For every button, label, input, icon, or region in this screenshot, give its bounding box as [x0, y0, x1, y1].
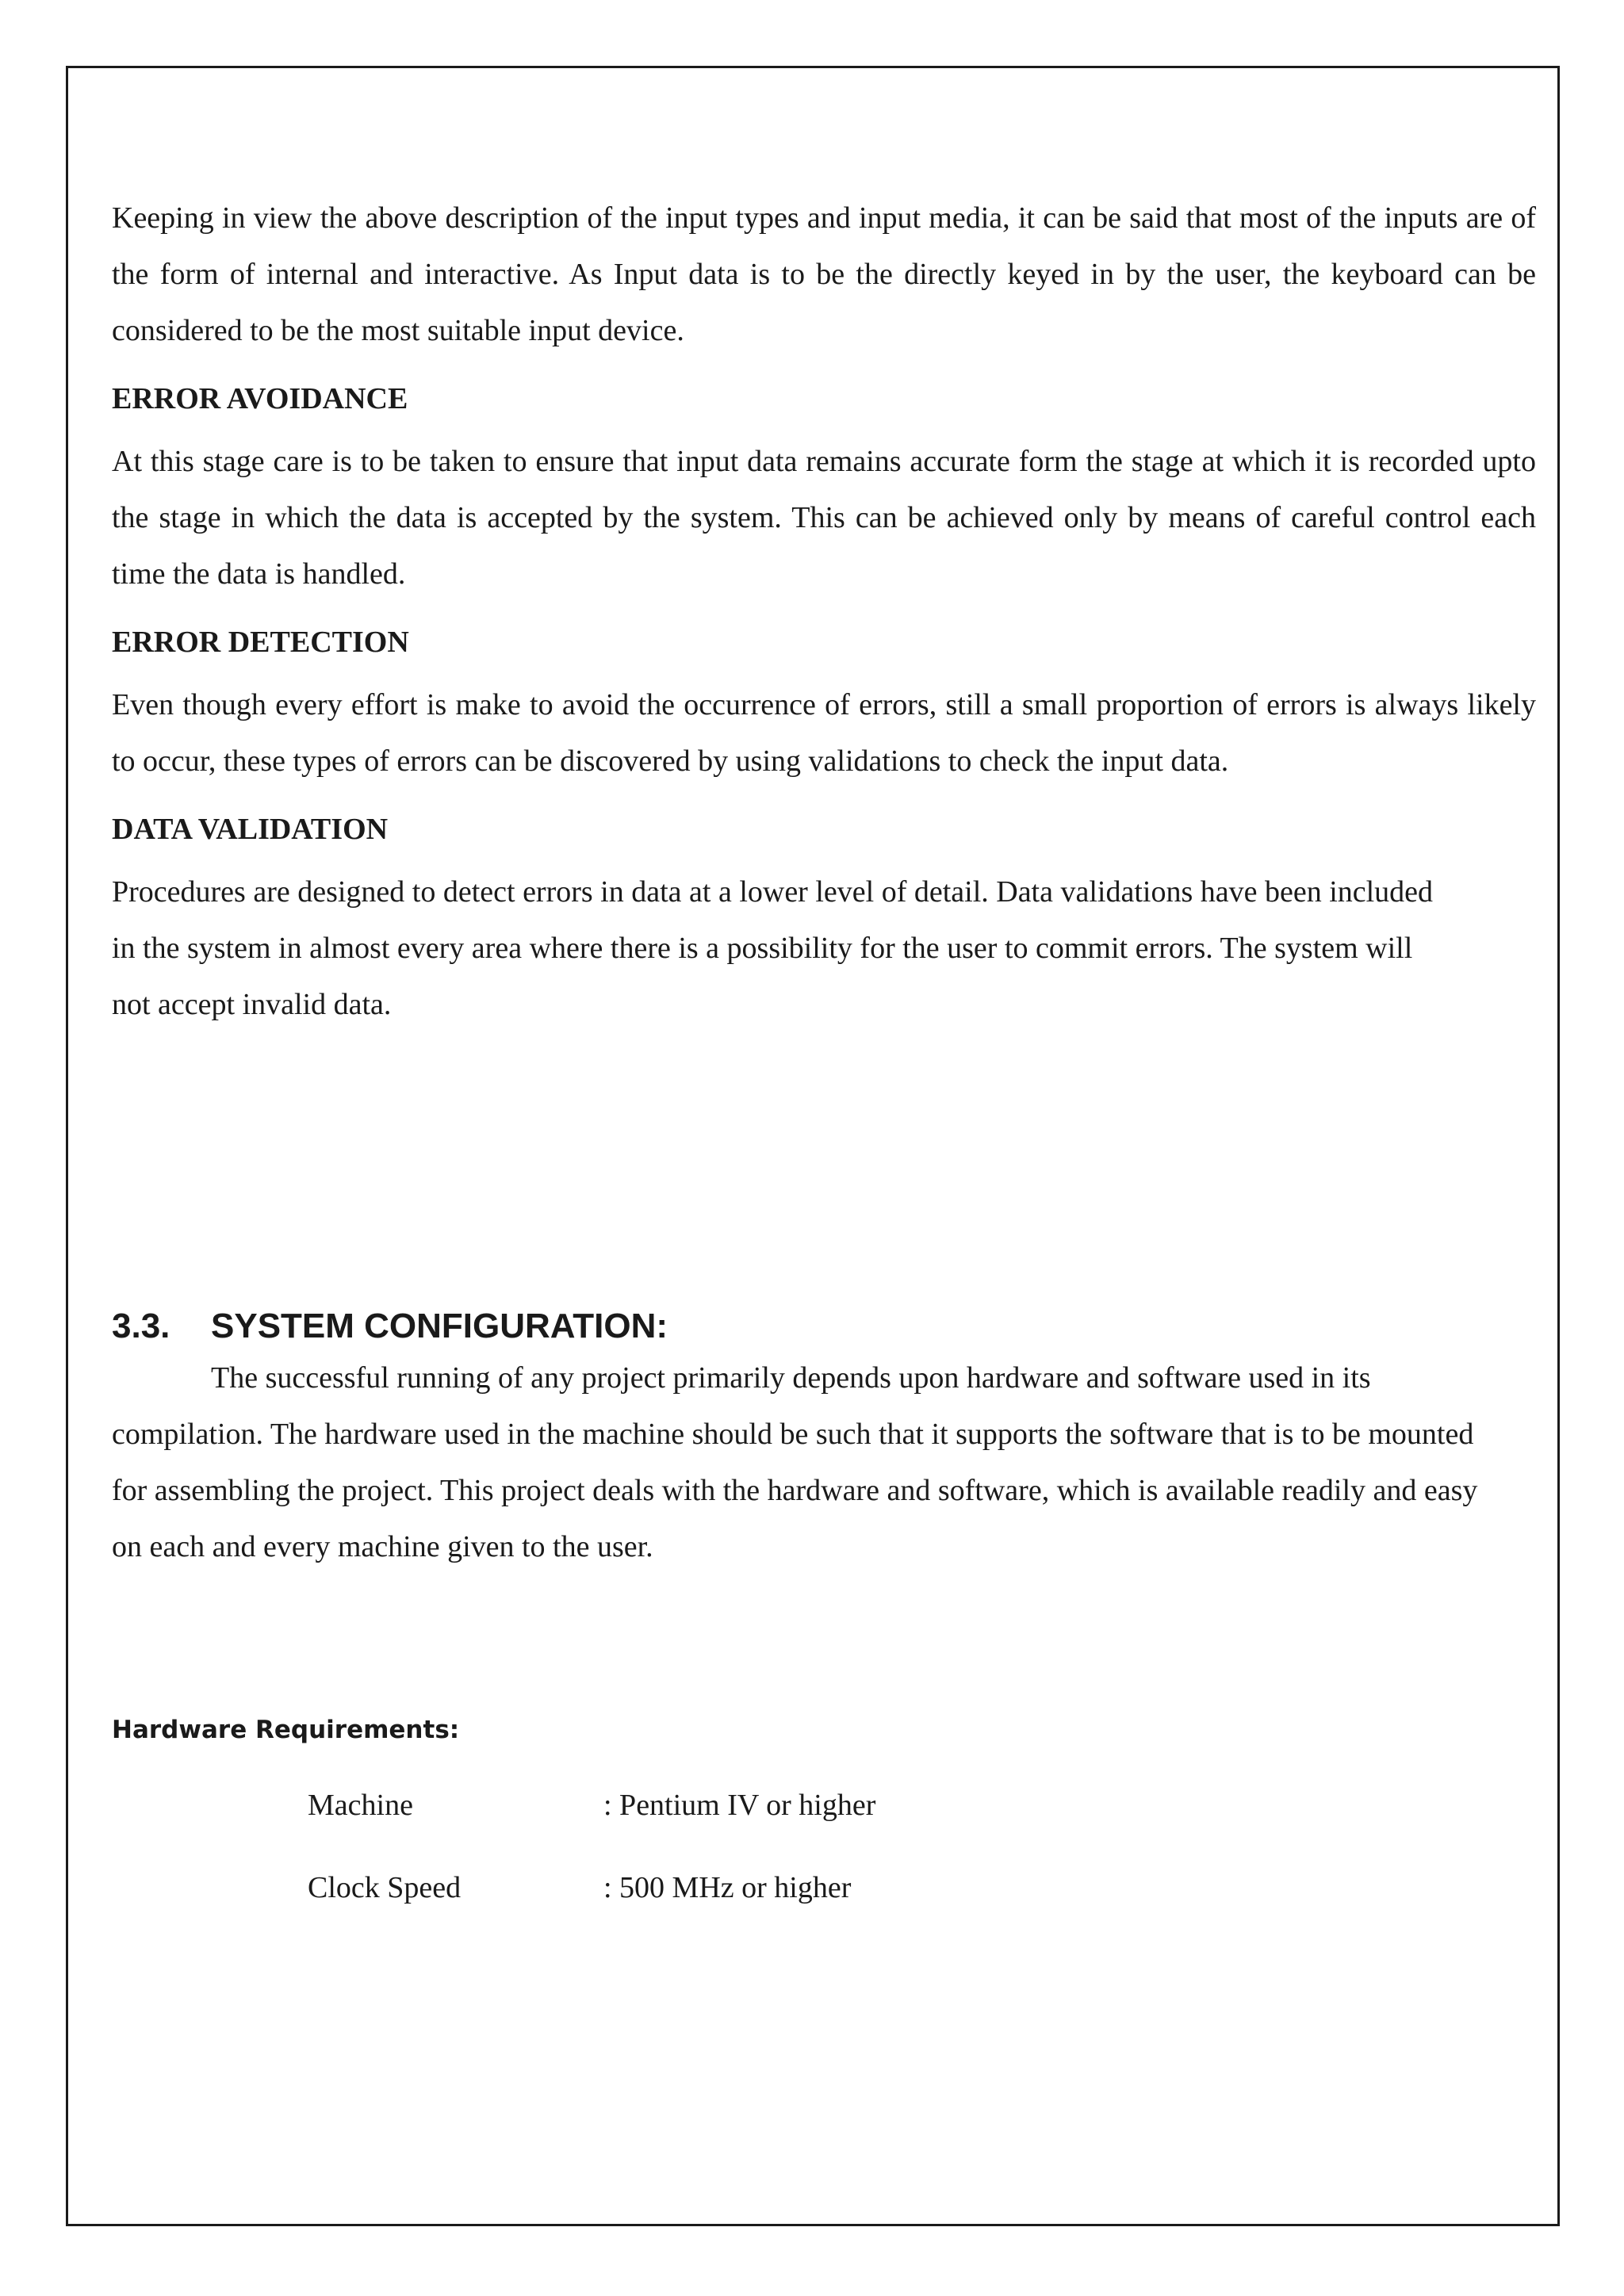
section-paragraph: The successful running of any project primarily depends upon hardware and software used in its compilation. The hardware used in the machine should be such that it supports the software that is to be mounted for assembling the project. This project deals with the hardware and software, which is available readily and easy on each and every machine given to the user.: [112, 1361, 1478, 1563]
requirement-row: [112, 1781, 1536, 1829]
error-detection-paragraph: Even though every effort is make to avoid the occurrence of errors, still a small proportion of errors is always likely to occur, these types of errors can be discovered by using validations to check the input data.: [112, 688, 1536, 778]
requirement-label: Machine: [308, 1789, 413, 1822]
requirement-label: Clock Speed: [308, 1871, 462, 1904]
error-avoidance-heading: ERROR AVOIDANCE: [112, 382, 408, 415]
data-validation-paragraph: Procedures are designed to detect errors in data at a lower level of detail. Data validations have been included in the system in almost every area where there is a possibility for the user to commit errors. The system will not accept invalid data.: [112, 875, 1434, 1021]
requirement-row: [112, 1864, 1536, 1911]
hardware-requirements-heading: Hardware Requirements:: [112, 1716, 460, 1744]
intro-paragraph: Keeping in view the above description of the input types and input media, it can be said that most of the inputs are of the form of internal and interactive. As Input data is to be the directly keyed in by the user, the keyboard can be considered to be the most suitable input device.: [112, 201, 1536, 347]
section-heading: [112, 1303, 1536, 1350]
requirement-value: : 500 MHz or higher: [603, 1871, 852, 1904]
section-number: 3.3.: [112, 1307, 170, 1345]
page-content: [112, 190, 1536, 1911]
hardware-requirements-list: [112, 1781, 1536, 1911]
section-title: SYSTEM CONFIGURATION:: [211, 1307, 668, 1345]
requirement-value: : Pentium IV or higher: [603, 1789, 876, 1822]
data-validation-heading: DATA VALIDATION: [112, 813, 389, 846]
error-avoidance-paragraph: At this stage care is to be taken to ensure that input data remains accurate form the stage at which it is recorded upto the stage in which the data is accepted by the system. This can be achieved only by means of careful control each time the data is handled.: [112, 445, 1536, 591]
error-detection-heading: ERROR DETECTION: [112, 626, 409, 659]
